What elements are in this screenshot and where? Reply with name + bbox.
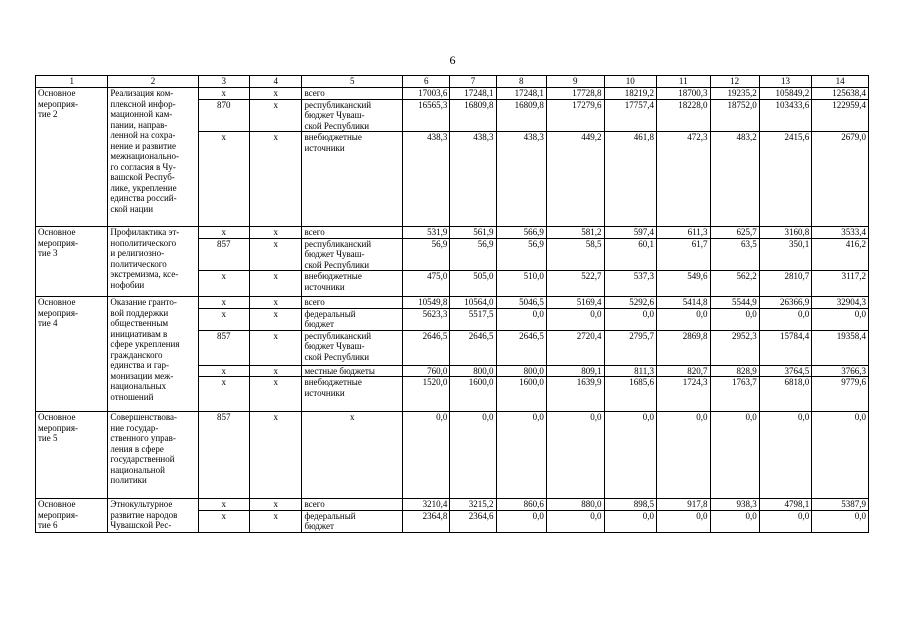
value-cell: 5623,3 (403, 308, 450, 330)
text-line: бюджет Чуваш- (304, 341, 365, 351)
code-cell: х (198, 308, 249, 330)
value-cell: 0,0 (496, 308, 546, 330)
text-line: тие 3 (38, 248, 58, 258)
value-cell: 898,5 (604, 499, 656, 511)
value-cell: 611,3 (657, 227, 711, 239)
value-cell: 6818,0 (759, 377, 811, 412)
text-line: федеральный (304, 308, 356, 319)
value-cell: 18219,2 (604, 88, 656, 100)
value-cell: 1600,0 (496, 377, 546, 412)
text-line: Реализация ком- (110, 88, 174, 98)
code-cell: х (250, 377, 302, 412)
value-cell: 2646,5 (450, 330, 496, 365)
source-cell (302, 499, 403, 511)
value-cell: 461,8 (604, 132, 656, 227)
text-line: национальных (110, 381, 167, 391)
code-cell: 857 (198, 330, 249, 365)
table-row (36, 499, 869, 511)
code-cell: х (198, 227, 249, 239)
value-cell: 1724,3 (657, 377, 711, 412)
source-cell (302, 238, 403, 271)
code-cell: 870 (198, 99, 249, 132)
text-line: вашской Респуб- (110, 172, 175, 182)
source-cell (302, 377, 403, 412)
text-line: источники (304, 281, 345, 292)
value-cell: 561,9 (450, 227, 496, 239)
budget-table (35, 75, 869, 533)
value-cell: 32904,3 (812, 297, 869, 309)
source-cell (302, 227, 403, 239)
value-cell: 809,1 (546, 365, 604, 377)
code-cell: х (250, 412, 302, 499)
text-line: республиканский (304, 99, 372, 110)
text-line: монизации меж- (110, 370, 174, 381)
code-cell: х (250, 297, 302, 309)
text-line: Этнокультурное (110, 499, 173, 509)
value-cell: 3215,2 (450, 499, 496, 511)
page-number: 6 (449, 53, 456, 67)
header-cell: 4 (250, 76, 302, 88)
value-cell: 828,9 (710, 365, 759, 377)
value-cell: 2364,8 (403, 510, 450, 532)
text-line: федеральный (304, 510, 356, 521)
text-line: Профилактика эт- (110, 227, 180, 237)
text-line: инициативам в (110, 328, 168, 339)
value-cell: 0,0 (403, 412, 450, 499)
text-line: нение и развитие (110, 140, 176, 151)
value-cell: 0,0 (710, 412, 759, 499)
measure-name-cell (36, 499, 108, 533)
value-cell: 2646,5 (403, 330, 450, 365)
header-cell: 5 (302, 76, 403, 88)
code-cell: х (198, 88, 249, 100)
measure-name-cell (36, 297, 108, 412)
value-cell: 1520,0 (403, 377, 450, 412)
measure-description-cell (108, 88, 198, 227)
text-line: республиканский (304, 238, 372, 249)
table-row (36, 297, 869, 309)
value-cell: 811,3 (604, 365, 656, 377)
value-cell: 17728,8 (546, 88, 604, 100)
header-cell: 10 (604, 76, 656, 88)
text-line: источники (304, 387, 345, 398)
code-cell: х (250, 88, 302, 100)
table-row (36, 88, 869, 100)
text-line: мационной кам- (110, 109, 173, 119)
source-cell (302, 297, 403, 309)
text-line: единства россий- (110, 193, 177, 203)
code-cell: х (198, 365, 249, 377)
source-cell (302, 365, 403, 377)
source-cell (302, 330, 403, 365)
value-cell: 18228,0 (657, 99, 711, 132)
table-row (36, 227, 869, 239)
source-cell (302, 88, 403, 100)
value-cell: 1763,7 (710, 377, 759, 412)
measure-name-cell (36, 227, 108, 297)
value-cell: 1639,9 (546, 377, 604, 412)
value-cell: 0,0 (812, 412, 869, 499)
text-line: бюджет (304, 521, 334, 531)
value-cell: 125638,4 (812, 88, 869, 100)
value-cell: 15784,4 (759, 330, 811, 365)
code-cell: х (198, 377, 249, 412)
code-cell: х (198, 271, 249, 297)
code-cell: х (250, 365, 302, 377)
measure-description-cell (108, 412, 198, 499)
value-cell: 537,3 (604, 271, 656, 297)
value-cell: 26366,9 (759, 297, 811, 309)
code-cell: х (250, 99, 302, 132)
text-line: ской Республики (304, 259, 370, 270)
value-cell: 5046,5 (496, 297, 546, 309)
text-line: нополитического (110, 237, 177, 248)
value-cell: 19235,2 (710, 88, 759, 100)
code-cell: х (198, 510, 249, 532)
text-line: экстремизма, ксе- (110, 269, 179, 279)
code-cell: х (250, 238, 302, 271)
text-line: Основное (38, 297, 76, 307)
text-line: плексной инфор- (110, 98, 176, 109)
source-cell (302, 99, 403, 132)
value-cell: 18700,3 (657, 88, 711, 100)
value-cell: 17248,1 (496, 88, 546, 100)
value-cell: 0,0 (759, 510, 811, 532)
code-cell: х (250, 499, 302, 511)
text-line: ленной на сохра- (110, 130, 176, 140)
value-cell: 4798,1 (759, 499, 811, 511)
text-line: бюджет Чуваш- (304, 249, 365, 259)
text-line: пании, направ- (110, 119, 168, 130)
value-cell: 1600,0 (450, 377, 496, 412)
header-cell: 8 (496, 76, 546, 88)
value-cell: 505,0 (450, 271, 496, 297)
header-cell: 2 (108, 76, 198, 88)
value-cell: 58,5 (546, 238, 604, 271)
value-cell: 0,0 (546, 412, 604, 499)
text-line: Чувашской Рес- (110, 520, 172, 530)
code-cell: х (198, 132, 249, 227)
header-cell: 13 (759, 76, 811, 88)
text-line: источники (304, 142, 345, 153)
value-cell: 16809,8 (496, 99, 546, 132)
value-cell: 0,0 (546, 510, 604, 532)
text-line: лике, укрепление (110, 182, 177, 193)
value-cell: 16565,3 (403, 99, 450, 132)
header-cell: 12 (710, 76, 759, 88)
value-cell: 0,0 (604, 510, 656, 532)
text-line: ления в сфере (110, 443, 164, 454)
source-cell (302, 308, 403, 330)
header-cell: 14 (812, 76, 869, 88)
value-cell: 3210,4 (403, 499, 450, 511)
value-cell: 17757,4 (604, 99, 656, 132)
text-line: тие 4 (38, 318, 58, 328)
text-line: ской нации (110, 203, 154, 214)
value-cell: 3766,3 (812, 365, 869, 377)
text-line: нофобии (110, 279, 145, 290)
value-cell: 438,3 (450, 132, 496, 227)
code-cell: х (250, 271, 302, 297)
value-cell: 472,3 (657, 132, 711, 227)
value-cell: 0,0 (496, 510, 546, 532)
value-cell: 56,9 (450, 238, 496, 271)
value-cell: 3160,8 (759, 227, 811, 239)
text-line: общественным (110, 318, 169, 328)
value-cell: 917,8 (657, 499, 711, 511)
text-line: ской Республики (304, 120, 370, 131)
text-line: тие 2 (38, 109, 58, 119)
value-cell: 3764,5 (759, 365, 811, 377)
value-cell: 2364,6 (450, 510, 496, 532)
value-cell: 2810,7 (759, 271, 811, 297)
code-cell: х (250, 330, 302, 365)
value-cell: 483,2 (710, 132, 759, 227)
measure-description-cell (108, 297, 198, 412)
measure-description-cell (108, 499, 198, 533)
value-cell: 18752,0 (710, 99, 759, 132)
value-cell: 105849,2 (759, 88, 811, 100)
text-line: и религиозно- (110, 248, 165, 258)
value-cell: 438,3 (403, 132, 450, 227)
text-line: мероприя- (38, 422, 78, 433)
value-cell: 17003,6 (403, 88, 450, 100)
value-cell: 0,0 (450, 412, 496, 499)
text-line: Оказание гранто- (110, 297, 177, 307)
text-line: государственной (110, 454, 175, 464)
value-cell: 0,0 (496, 412, 546, 499)
value-cell: 103433,6 (759, 99, 811, 132)
value-cell: 449,2 (546, 132, 604, 227)
source-cell (302, 271, 403, 297)
value-cell: 475,0 (403, 271, 450, 297)
value-cell: 800,0 (496, 365, 546, 377)
text-line: ской Республики (304, 351, 370, 362)
header-cell: 3 (198, 76, 249, 88)
value-cell: 0,0 (812, 510, 869, 532)
value-cell: 0,0 (657, 510, 711, 532)
text-line: гражданского (110, 349, 163, 360)
text-line: всего (304, 297, 325, 307)
text-line: всего (304, 88, 325, 98)
value-cell: 2646,5 (496, 330, 546, 365)
value-cell: 2415,6 (759, 132, 811, 227)
value-cell: 56,9 (403, 238, 450, 271)
text-line: внебюджетные (304, 132, 362, 142)
text-line: мероприя- (38, 307, 78, 318)
value-cell: 350,1 (759, 238, 811, 271)
text-line: Основное (38, 499, 76, 509)
value-cell: 17248,1 (450, 88, 496, 100)
text-line: политического (110, 258, 167, 269)
text-line: го согласия в Чу- (110, 161, 176, 172)
value-cell: 9779,6 (812, 377, 869, 412)
source-cell (302, 132, 403, 227)
value-cell: 0,0 (710, 510, 759, 532)
text-line: ственного управ- (110, 433, 176, 443)
value-cell: 61,7 (657, 238, 711, 271)
text-line: внебюджетные (304, 271, 362, 281)
value-cell: 5292,6 (604, 297, 656, 309)
value-cell: 63,5 (710, 238, 759, 271)
value-cell: 531,9 (403, 227, 450, 239)
text-line: местные бюджеты (304, 365, 375, 376)
value-cell: 562,2 (710, 271, 759, 297)
header-cell: 6 (403, 76, 450, 88)
value-cell: 17279,6 (546, 99, 604, 132)
value-cell: 5517,5 (450, 308, 496, 330)
value-cell: 0,0 (759, 308, 811, 330)
code-cell: х (250, 510, 302, 532)
text-line: единства и гар- (110, 360, 170, 370)
value-cell: 5414,8 (657, 297, 711, 309)
value-cell: 5387,9 (812, 499, 869, 511)
text-line: тие 5 (38, 433, 58, 443)
text-line: межнационально- (110, 151, 180, 161)
code-cell: 857 (198, 412, 249, 499)
measure-description-cell (108, 227, 198, 297)
text-line: национальной (110, 464, 165, 475)
measure-name-cell (36, 88, 108, 227)
value-cell: 438,3 (496, 132, 546, 227)
code-cell: х (198, 499, 249, 511)
text-line: х (350, 412, 355, 422)
value-cell: 3117,2 (812, 271, 869, 297)
value-cell: 2869,8 (657, 330, 711, 365)
value-cell: 16809,8 (450, 99, 496, 132)
source-cell (302, 412, 403, 499)
value-cell: 3533,4 (812, 227, 869, 239)
value-cell: 2795,7 (604, 330, 656, 365)
text-line: бюджет Чуваш- (304, 110, 365, 120)
header-cell: 7 (450, 76, 496, 88)
code-cell: 857 (198, 238, 249, 271)
value-cell: 0,0 (604, 412, 656, 499)
text-line: республиканский (304, 330, 372, 341)
value-cell: 0,0 (604, 308, 656, 330)
header-cell: 11 (657, 76, 711, 88)
value-cell: 760,0 (403, 365, 450, 377)
value-cell: 597,4 (604, 227, 656, 239)
source-cell (302, 510, 403, 532)
text-line: отношений (110, 391, 154, 402)
value-cell: 510,0 (496, 271, 546, 297)
text-line: бюджет (304, 319, 334, 329)
value-cell: 860,6 (496, 499, 546, 511)
value-cell: 0,0 (710, 308, 759, 330)
value-cell: 56,9 (496, 238, 546, 271)
value-cell: 2952,3 (710, 330, 759, 365)
text-line: внебюджетные (304, 377, 362, 387)
code-cell: х (198, 297, 249, 309)
value-cell: 2720,4 (546, 330, 604, 365)
value-cell: 938,3 (710, 499, 759, 511)
measure-name-cell (36, 412, 108, 499)
text-line: мероприя- (38, 98, 78, 109)
text-line: Основное (38, 227, 76, 237)
value-cell: 19358,4 (812, 330, 869, 365)
text-line: мероприя- (38, 509, 78, 520)
value-cell: 10564,0 (450, 297, 496, 309)
value-cell: 0,0 (759, 412, 811, 499)
text-line: всего (304, 499, 325, 509)
value-cell: 625,7 (710, 227, 759, 239)
text-line: ние государ- (110, 422, 159, 433)
value-cell: 0,0 (546, 308, 604, 330)
text-line: Основное (38, 412, 76, 422)
text-line: политики (110, 475, 147, 485)
value-cell: 10549,8 (403, 297, 450, 309)
text-line: вой поддержки (110, 307, 169, 318)
header-row (36, 76, 869, 88)
value-cell: 0,0 (812, 308, 869, 330)
value-cell: 566,9 (496, 227, 546, 239)
code-cell: х (250, 132, 302, 227)
header-cell: 9 (546, 76, 604, 88)
text-line: Совершенствова- (110, 412, 178, 422)
value-cell: 2679,0 (812, 132, 869, 227)
value-cell: 1685,6 (604, 377, 656, 412)
value-cell: 5169,4 (546, 297, 604, 309)
code-cell: х (250, 308, 302, 330)
value-cell: 549,6 (657, 271, 711, 297)
text-line: мероприя- (38, 237, 78, 248)
value-cell: 880,0 (546, 499, 604, 511)
table-row (36, 412, 869, 499)
text-line: всего (304, 227, 325, 237)
code-cell: х (250, 227, 302, 239)
text-line: сфере укрепления (110, 339, 180, 349)
value-cell: 800,0 (450, 365, 496, 377)
value-cell: 122959,4 (812, 99, 869, 132)
value-cell: 0,0 (657, 308, 711, 330)
value-cell: 416,2 (812, 238, 869, 271)
text-line: тие 6 (38, 520, 58, 530)
text-line: Основное (38, 88, 76, 98)
value-cell: 581,2 (546, 227, 604, 239)
value-cell: 820,7 (657, 365, 711, 377)
value-cell: 5544,9 (710, 297, 759, 309)
value-cell: 0,0 (657, 412, 711, 499)
value-cell: 522,7 (546, 271, 604, 297)
text-line: развитие народов (110, 509, 178, 520)
header-cell: 1 (36, 76, 108, 88)
value-cell: 60,1 (604, 238, 656, 271)
